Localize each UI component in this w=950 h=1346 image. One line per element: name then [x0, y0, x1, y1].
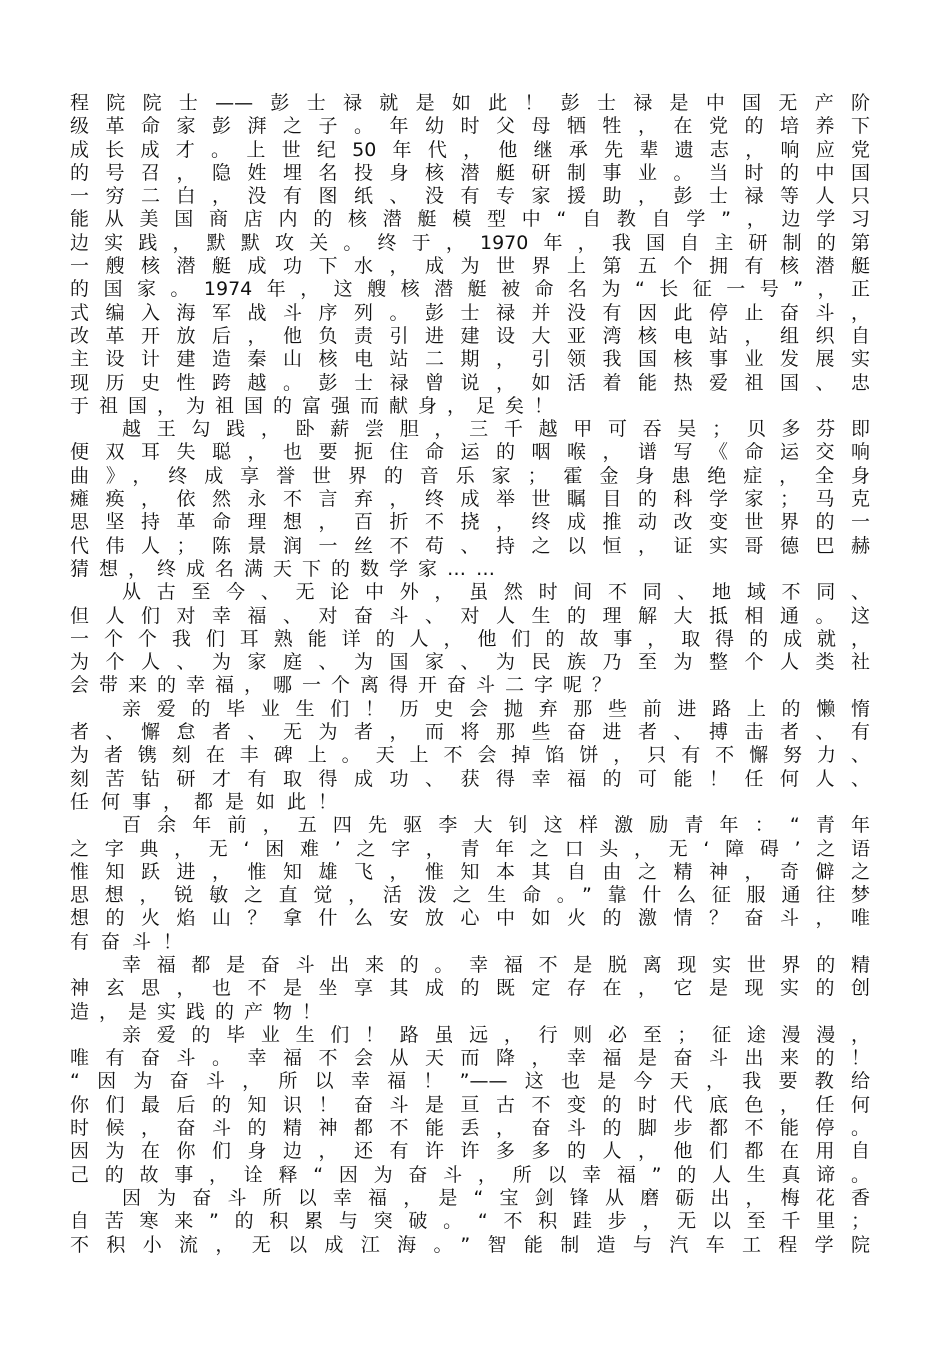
text-line-2: 级革命家彭湃之子。年幼时父母牺牲，在党的培养下 [70, 115, 870, 138]
text-line-26: 会带来的幸福，哪一个离得开奋斗二字呢？ [70, 674, 622, 697]
text-line-27: 亲爱的毕业生们！历史会抛弃那些前进路上的懒惰 [122, 697, 870, 720]
text-line-15: 越王勾践，卧薪尝胆，三千越甲可吞吴；贝多芬即 [122, 418, 870, 441]
text-line-12: 主设计建造秦山核电站二期，引领我国核事业发展实 [70, 348, 870, 371]
text-line-42: 唯有奋斗。幸福不会从天而降，幸福是奋斗出来的！ [70, 1047, 870, 1070]
text-line-25: 为个人、为家庭、为国家、为民族乃至为整个人类社 [70, 651, 870, 674]
text-line-33: 之字典，无‘困难’之字，青年之口头，无‘障碍’之语 [70, 837, 870, 860]
text-line-24: 一个个我们耳熟能详的人，他们的故事，取得的成就， [70, 627, 870, 650]
text-line-43: “因为奋斗，所以幸福！”——这也是今天，我要教给 [70, 1070, 870, 1093]
text-line-35: 思想，锐敏之直觉，活泼之生命。”靠什么征服通往梦 [70, 884, 870, 907]
text-line-8: 一艘核潜艇成功下水，成为世界上第五个拥有核潜艇 [70, 255, 870, 278]
text-line-29: 为者镌刻在丰碑上。天上不会掉馅饼，只有不懈努力、 [70, 744, 870, 767]
text-line-20: 代伟人；陈景润一丝不苟、持之以恒，证实哥德巴赫 [70, 534, 870, 557]
text-line-49: 自苦寒来”的积累与突破。“不积跬步，无以至千里； [70, 1210, 870, 1233]
text-line-19: 思坚持革命理想，百折不挠，终成推动改变世界的一 [70, 511, 870, 534]
text-line-1: 程院院士——彭士禄就是如此！彭士禄是中国无产阶 [70, 92, 870, 114]
text-line-14: 于祖国，为祖国的富强而献身，足矣！ [70, 394, 564, 417]
text-line-17: 曲》，终成享誉世界的音乐家；霍金身患绝症，全身 [70, 464, 870, 487]
text-line-30: 刻苦钻研才有取得成功、获得幸福的可能！任何人、 [70, 767, 870, 790]
text-line-21: 猜想，终成名满天下的数学家…… [70, 557, 506, 580]
document-page [70, 92, 870, 1257]
text-line-36: 想的火焰山？拿什么安放心中如火的激情？奋斗，唯 [70, 907, 870, 930]
text-line-31: 任何事，都是如此！ [70, 790, 350, 813]
text-line-6: 能从美国商店内的核潜艇模型中“自教自学”，边学习 [70, 208, 870, 231]
text-line-11: 改革开放后，他负责引进建设大亚湾核电站，组织自 [70, 324, 870, 347]
text-line-46: 因为在你们身边，还有许许多多的人，他们都在用自 [70, 1140, 870, 1163]
text-line-39: 神玄思，也不是坐享其成的既定存在，它是现实的创 [70, 977, 870, 1000]
text-line-47: 己的故事，诠释“因为奋斗，所以幸福”的人生真谛。 [70, 1163, 870, 1186]
text-line-22: 从古至今、无论中外，虽然时间不同、地域不同、 [122, 581, 870, 604]
text-line-44: 你们最后的知识！奋斗是亘古不变的时代底色，任何 [70, 1093, 870, 1116]
text-line-28: 者、懈怠者、无为者，而将那些奋进者、搏击者、有 [70, 721, 870, 744]
text-line-23: 但人们对幸福、对奋斗、对人生的理解大抵相通。这 [70, 604, 870, 627]
text-line-34: 惟知跃进，惟知雄飞，惟知本其自由之精神，奇僻之 [70, 860, 870, 883]
text-line-48: 因为奋斗所以幸福，是“宝剑锋从磨砺出，梅花香 [122, 1186, 870, 1209]
text-line-41: 亲爱的毕业生们！路虽远，行则必至；征途漫漫， [122, 1023, 870, 1046]
text-line-13: 现历史性跨越。彭士禄曾说，如活着能热爱祖国、忠 [70, 371, 870, 394]
text-line-10: 式编入海军战斗序列。彭士禄并没有因此停止奋斗， [70, 301, 870, 324]
text-line-4: 的号召，隐姓埋名投身核潜艇研制事业。当时的中国 [70, 161, 870, 184]
text-line-40: 造，是实践的产物！ [70, 1000, 332, 1023]
text-line-38: 幸福都是奋斗出来的。幸福不是脱离现实世界的精 [122, 953, 870, 976]
text-line-50: 不积小流，无以成江海。”智能制造与汽车工程学院 [70, 1233, 870, 1256]
text-line-3: 成长成才。上世纪50年代，他继承先辈遗志，响应党 [70, 138, 870, 161]
text-line-18: 瘫痪，依然永不言弃，终成举世瞩目的科学家；马克 [70, 488, 870, 511]
text-line-16: 便双耳失聪，也要扼住命运的咽喉，谱写《命运交响 [70, 441, 870, 464]
text-line-7: 边实践，默默攻关。终于，1970年，我国自主研制的第 [70, 231, 870, 254]
text-line-32: 百余年前，五四先驱李大钊这样激励青年：“青年 [122, 814, 870, 837]
text-line-5: 一穷二白，没有图纸、没有专家援助，彭士禄等人只 [70, 185, 870, 208]
text-line-45: 时候，奋斗的精神都不能丢，奋斗的脚步都不能停。 [70, 1117, 870, 1140]
text-line-9: 的国家。1974年，这艘核潜艇被命名为“长征一号”，正 [70, 278, 870, 301]
text-line-37: 有奋斗！ [70, 930, 195, 953]
